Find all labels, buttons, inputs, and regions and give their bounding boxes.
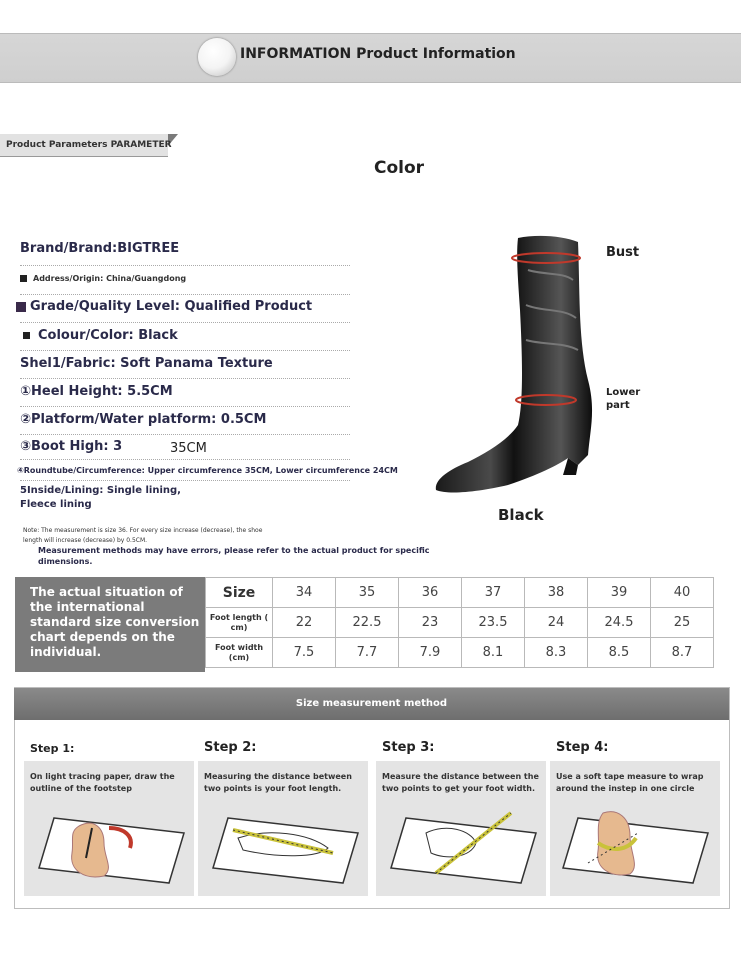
table-cell: 37 [462, 578, 525, 608]
param-boot-high-value: 35CM [170, 441, 207, 456]
table-cell: 36 [399, 578, 462, 608]
table-row [206, 578, 714, 608]
note-line-1: Note: The measurement is size 36. For every size increase (decrease), the shoe [23, 527, 263, 534]
divider [20, 434, 350, 435]
row-header: Foot width (cm) [206, 638, 273, 668]
bullet-icon [23, 332, 30, 339]
boot-shape [436, 236, 592, 493]
bust-label: Bust [606, 245, 640, 260]
step-4-label: Step 4: [556, 740, 609, 755]
param-platform: ②Platform/Water platform: 0.5CM [20, 412, 267, 427]
step-4-text: Use a soft tape measure to wrap around the instep in one circle [556, 772, 704, 793]
bullet-icon [20, 275, 27, 282]
note-line-2: length will increase (decrease) by 0.5CM. [23, 537, 148, 544]
step-3-label: Step 3: [382, 740, 435, 755]
table-cell: 8.1 [462, 638, 525, 668]
step-4-illustration [558, 808, 718, 888]
color-name-label: Black [498, 506, 544, 524]
row-header: Foot length ( cm) [206, 608, 273, 638]
divider [20, 322, 350, 323]
param-address-text: Address/Origin: China/Guangdong [33, 274, 187, 283]
table-cell: 8.7 [651, 638, 714, 668]
table-cell: 40 [651, 578, 714, 608]
params-tab-label: Product Parameters PARAMETER [6, 140, 172, 150]
note-line-4: dimensions. [38, 557, 93, 566]
step-1-illustration [34, 808, 194, 888]
param-heel: ①Heel Height: 5.5CM [20, 384, 173, 399]
row-header: Size [206, 578, 273, 608]
param-brand: Brand/Brand:BIGTREE [20, 241, 180, 256]
table-row [206, 608, 714, 638]
table-cell: 38 [525, 578, 588, 608]
table-cell: 7.5 [273, 638, 336, 668]
divider [20, 350, 350, 351]
step-3-text: Measure the distance between the two points to get your foot width. [382, 772, 539, 793]
table-cell: 22.5 [336, 608, 399, 638]
table-cell: 7.9 [399, 638, 462, 668]
table-cell: 25 [651, 608, 714, 638]
table-cell: 22 [273, 608, 336, 638]
table-cell: 34 [273, 578, 336, 608]
step-2-text: Measuring the distance between two points is your foot length. [204, 772, 352, 793]
boot-image [428, 230, 608, 500]
divider [20, 480, 350, 481]
table-cell: 7.7 [336, 638, 399, 668]
lower-part-label: Lower part [606, 387, 641, 411]
param-grade-text: Grade/Quality Level: Qualified Product [30, 299, 313, 314]
divider [20, 378, 350, 379]
table-cell: 35 [336, 578, 399, 608]
table-row [206, 638, 714, 668]
table-cell: 8.3 [525, 638, 588, 668]
note-line-3: Measurement methods may have errors, please refer to the actual product for specific [38, 546, 430, 555]
divider [20, 265, 350, 266]
step-2-label: Step 2: [204, 740, 257, 755]
param-colour [20, 328, 178, 343]
param-circumference: ④Roundtube/Circumference: Upper circumference 35CM, Lower circumference 24CM [17, 466, 398, 475]
step-2-illustration [208, 808, 368, 888]
step-1-label: Step 1: [30, 742, 75, 755]
header-circle-icon [198, 38, 236, 76]
size-table [205, 577, 714, 668]
divider [20, 294, 350, 295]
param-colour-text: Colour/Color: Black [38, 328, 178, 343]
param-address [20, 274, 186, 283]
color-heading: Color [374, 158, 425, 178]
param-grade [16, 299, 312, 314]
table-cell: 23.5 [462, 608, 525, 638]
param-boot-high: ③Boot High: 3 [20, 439, 123, 454]
bullet-icon [16, 302, 26, 312]
table-cell: 24.5 [588, 608, 651, 638]
table-cell: 23 [399, 608, 462, 638]
step-1-text: On light tracing paper, draw the outline of the footstep [30, 772, 175, 793]
param-fabric: Shel1/Fabric: Soft Panama Texture [20, 356, 273, 371]
param-lining-1: 5Inside/Lining: Single lining, [20, 485, 181, 496]
divider [20, 459, 350, 460]
measurement-title: Size measurement method [295, 698, 448, 709]
param-lining-2: Fleece lining [20, 499, 92, 510]
step-3-illustration [386, 808, 546, 888]
table-cell: 8.5 [588, 638, 651, 668]
table-cell: 24 [525, 608, 588, 638]
page-title: INFORMATION Product Information [240, 46, 516, 62]
size-chart-caption: The actual situation of the international standard size conversion chart depends on the individual. [30, 585, 200, 659]
divider [20, 406, 350, 407]
table-cell: 39 [588, 578, 651, 608]
